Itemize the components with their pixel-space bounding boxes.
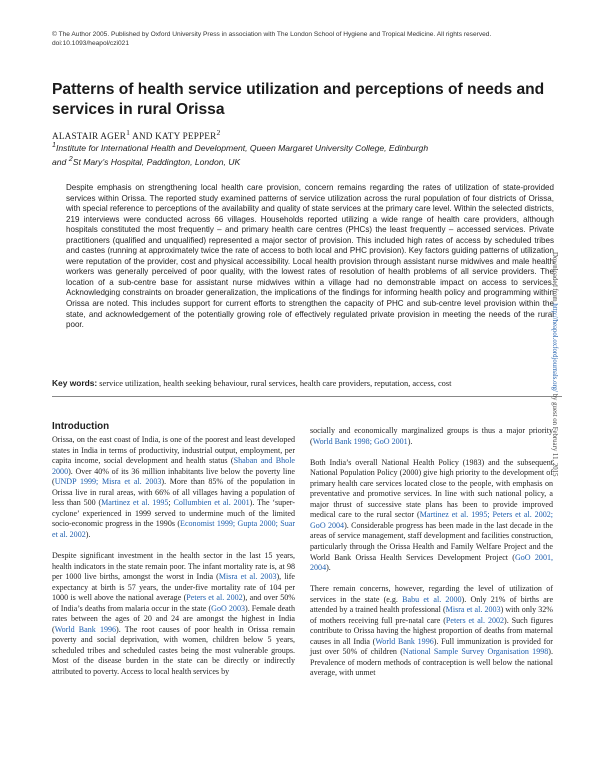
body-text: Both India’s overall National Health Policy (1983) and the subsequent National Population Policy (2000) give high priority to the development of primary health care services located close to the people, with emphasis on preventative and promotive services. In line with such national policy, a major thrust of successive state plans has been to provide improved medical care to the rural sector ( [310,457,553,520]
abstract: Despite emphasis on strengthening local health care provision, concern remains regarding the rates of utilization of state-provided services within Orissa. The reported study examined patterns of service utilization across the rural population of four districts of Orissa, with special reference to perceptions of the availability and quality of state services at the primary care level. Within the selected districts, 219 interviews were conducted across 66 villages. Households reported utilizing a wide range of health care providers, although hospitals constituted the most frequently – and primary health care centres (PHCs) the least frequently – accessed services. Private practitioners (qualified and unqualified) represented a major sector of provision. This included high rates of access by scheduled tribes and castes (running at approximately twice the rate of access to both local and PHC provision). Key factors guiding patterns of utilization were reputation of the provider, cost and physical accessibility. Local health provision through assistant nurse midwives and male health workers was generally perceived of poor quality, with the lowest rates of resolution of health problems of all service providers. The location of a sub-centre base for assistant nurse midwives within a village had no demonstrable impact on access to services. Acknowledging constraints on broader generalization, the implications of the findings for informing health policy and programming within Orissa are noted. This includes support for current efforts to strengthen the capacity of PHC and sub-centre level provision within the state, and acknowledgement of the potentially growing role of effectively regulated private provision in meeting the needs of the rural poor. [66,183,554,330]
citation-link[interactable]: World Bank 1996 [54,624,117,634]
citation-link[interactable]: Misra et al. 2003 [218,572,277,582]
citation-link[interactable]: Collumbien et al. 2001 [173,498,250,508]
body-text: ). [326,563,331,573]
download-link[interactable]: http://heapol.oxfordjournals.org/ [551,303,558,392]
body-text: Despite significant investment in the health sector in the last 15 years, health indicators in the state remain poor. The infant mortality rate is, at 98 per 1000 live births, amongst the worst in India ( [52,550,295,582]
citation-link[interactable]: World Bank 1998; GoO 2001 [312,436,408,446]
divider [52,396,562,397]
body-text: ; [168,498,174,508]
affiliation-text: Institute for International Health and Development, Queen Margaret University College, Edinburgh [55,142,429,153]
body-text: ). [85,529,91,539]
body-text: ). Female death rates between the ages of 20 and 24 are amongst the highest in India ( [52,603,296,634]
body-text: ). More than 85% of the population in Orissa live in rural areas, with 66% of all villages having a population of less than 500 ( [52,477,295,508]
paragraph [310,584,553,679]
body-text: ), and over 50% of India’s deaths from malaria occur in the state ( [52,593,295,613]
citation-link[interactable]: Babu et al. 2000 [402,594,462,604]
body-text: ). Over 40% of its 36 million inhabitants live below the poverty line ( [52,466,295,487]
body-text: ). Prevalence of modern methods of contraception is well below the national average, with unmet [310,647,553,678]
body-text: ). The ‘super-cyclone’ experienced in 1999 served to undermine much of the limited socio-economic progress in the 1990s ( [52,498,295,529]
citation-link[interactable]: GoO 2003 [211,603,246,613]
citation-link[interactable]: Misra et al. 2003 [445,605,501,615]
download-note-text: by guest on February 11, 2015 [551,391,558,477]
body-text: socially and economically marginalized groups is thus a major priority ( [310,426,553,446]
author-name: AND KATY PEPPER [130,131,217,142]
affiliation-text: and [52,156,69,167]
body-text: Orissa, on the east coast of India, is one of the poorest and least developed states in India in terms of productivity, industrial output, employment, per capita income, social development and health status ( [52,435,295,466]
author-sup: 1 [126,128,131,137]
left-column [52,435,295,688]
affiliation-text: St Mary’s Hospital, Paddington, London, UK [72,156,241,167]
paragraph [310,458,553,574]
header-note [52,30,552,48]
body-text: ). Considerable progress has been made in the last decade in the areas of service management, staff development and facilities construction, particularly through the Orissa Health and Family Welfare Project and the World Bank Orissa Health Services Development Project ( [310,520,553,562]
body-text: ). Only 21% of births are attended by a trained health professional ( [310,594,554,615]
keywords [52,378,562,389]
paragraph [52,435,295,540]
body-text: ), life expectancy at birth is 57 years, the under-five mortality rate of 104 per 1000 is well above the national average ( [52,572,295,603]
article-title: Patterns of health service utilization and perceptions of needs and services in rural Orissa [52,81,545,118]
citation-link[interactable]: UNDP 1999; Misra et al. 2003 [54,477,162,487]
citation-link[interactable]: Martinez et al. 1995; Peters et al. 2002; GoO 2004 [310,510,553,530]
author-sup: 2 [216,128,221,137]
body-text: ) with only 32% of mothers receiving full pre-natal care ( [310,605,553,625]
citation-link[interactable]: Peters et al. 2002 [445,615,505,625]
citation-link[interactable]: National Sample Survey Organisation 1998 [402,647,549,657]
keywords-label: Key words: [52,378,98,388]
affiliation-line [52,140,562,154]
citation-link[interactable]: World Bank 1996 [375,636,434,646]
body-text: ). Full immunization is provided for just over 50% of children ( [310,636,553,657]
download-note-text: Downloaded from [551,252,558,304]
body-text: ). [407,436,413,446]
doi-line: doi:10.1093/heapol/czi021 [52,40,129,47]
author-name: ALASTAIR AGER [52,131,127,142]
body-text: There remain concerns, however, regarding the level of utilization of services in the state (e.g. [310,584,553,604]
copyright-line: © The Author 2005. Published by Oxford University Press in association with The London School of Hygiene and Tropical Medicine. All rights reserved. [52,31,492,38]
right-column [310,426,553,690]
citation-link[interactable]: Peters et al. 2002 [186,593,243,603]
section-heading: Introduction [52,421,110,432]
paragraph [310,426,553,447]
download-note [548,252,560,672]
citation-link[interactable]: Shaban and Bhole 2000 [52,456,295,476]
citation-link[interactable]: Economist 1999; Gupta 2000; Suar et al. 2002 [52,519,296,539]
affiliations [52,140,562,168]
citation-link[interactable]: GoO 2001, 2004 [310,552,554,573]
keywords-text: service utilization, health seeking behaviour, rural services, health care providers, reputation, access, cost [97,379,452,388]
affiliation-sup: 1 [52,141,56,149]
paragraph [52,551,295,678]
affiliation-line [52,154,562,168]
affiliation-sup: 2 [68,154,73,163]
body-text: ). Such figures contribute to Orissa having the highest proportion of deaths from maternal causes in all India ( [310,615,554,646]
body-text: ). The root causes of poor health in Orissa remain poverty and social deprivation, with women, children below 5 years, scheduled tribes and scheduled castes being the most vulnerable groups. Most of the disease burden in the state can be directly or indirectly attributed to poverty. Access to local health services by [52,624,295,676]
citation-link[interactable]: Martinez et al. 1995 [101,498,169,508]
